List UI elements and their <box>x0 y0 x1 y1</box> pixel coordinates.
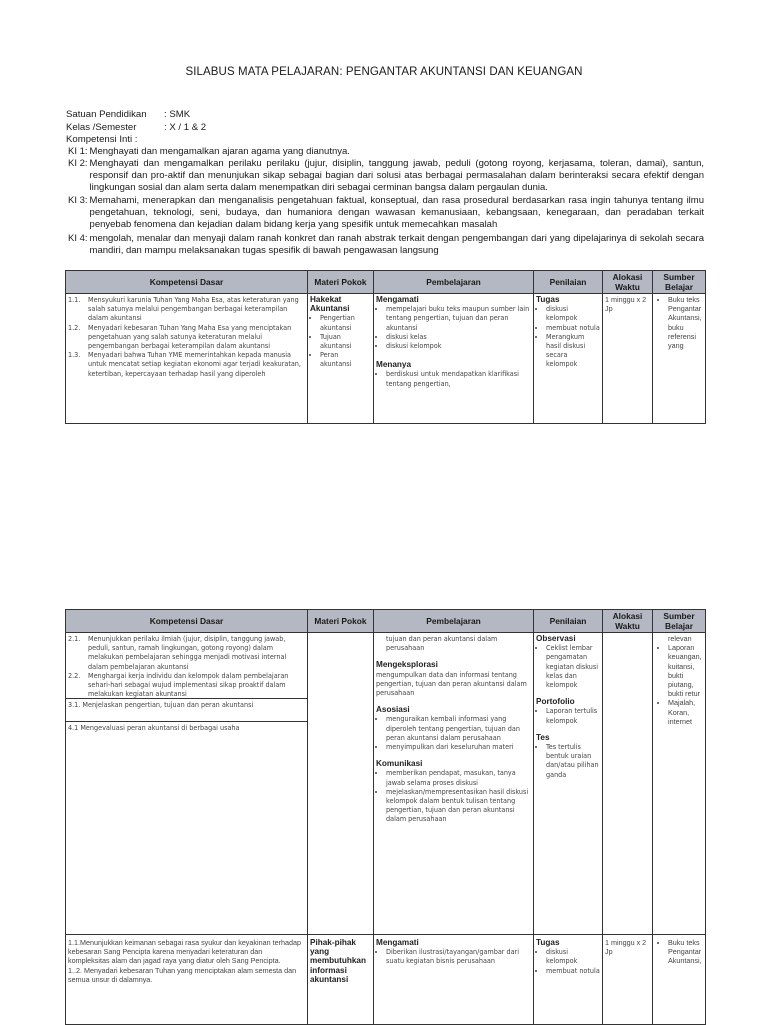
kd-number: 1.3. <box>68 350 81 360</box>
list-item: • mempelajari buku teks maupun sumber lain tentang pengertian, tujuan dan peran akuntansi <box>386 304 531 332</box>
header-pembelajaran: Pembelajaran <box>374 610 534 633</box>
kelas-value: : X / 1 & 2 <box>164 121 207 133</box>
assessment-list <box>536 947 600 975</box>
header-kompetensi-dasar: Kompetensi Dasar <box>66 271 308 294</box>
assessment-heading: Tugas <box>536 295 560 304</box>
source-list <box>655 938 703 966</box>
alokasi-cell: 1 minggu x 2 Jp <box>603 935 653 1025</box>
kd-number: 1.1. <box>68 295 81 304</box>
activity-list <box>376 304 531 350</box>
document-meta <box>66 109 706 147</box>
kd-number: 1..2. <box>68 965 82 975</box>
list-item: • mejelaskan/mempresentasikan hasil diskusi kelompok dalam bentuk tulisan tentang pengertian, tujuan dan peran akuntansi dalam perusahaan <box>386 787 531 824</box>
kd-text: Menyadari kebesaran Tuhan yang menciptakan alam semesta dan semua unsur di dalamnya. <box>68 965 297 984</box>
kd-item-3-1: 3.1. Menjelaskan pengertian, tujuan dan peran akuntansi <box>68 700 254 710</box>
header-alokasi-waktu: Alokasi Waktu <box>603 610 653 633</box>
list-item: • diskusi kelompok <box>546 947 600 965</box>
materi-cell <box>308 633 374 935</box>
alokasi-cell <box>603 633 653 935</box>
table-2-header <box>66 610 706 633</box>
header-penilaian: Penilaian <box>534 610 603 633</box>
list-item: • Merangkum hasil diskusi secara kelompok <box>546 332 600 369</box>
list-item: • Laporan keuangan, kuitansi, bukti piutang, bukti retur <box>668 643 703 698</box>
activity-heading: Menanya <box>376 360 412 370</box>
header-sumber-belajar: Sumber Belajar <box>653 271 706 294</box>
list-item: • Tujuan akuntansi <box>320 332 371 350</box>
meta-row-kelas <box>66 122 706 135</box>
ki-3-text: Memahami, menerapkan dan menganalisis pengetahuan faktual, konseptual, dan rasa prosedural berdasarkan rasa ingin tahunya tentang ilmu pengetahuan, teknologi, seni, budaya, dan humaniora dengan wawasan kemanusiaan, kebangsaan, kenegaraan, dan peradaban terkait penyebab fenomena dan kejadian dalam bidang kerja yang spesifik untuk memecahkan masalah <box>89 195 704 231</box>
list-item: • Buku teks Pengantar Akuntansi, buku referensi yang <box>668 295 703 350</box>
sumber-cell <box>653 935 706 1025</box>
activity-list <box>376 714 531 751</box>
kd-cell <box>66 294 308 424</box>
list-item: • membuat notula <box>546 966 600 975</box>
activity-list <box>376 947 531 965</box>
kd-text: Menyadari kebesaran Tuhan Yang Maha Esa yang menciptakan pengetahuan yang salah satunya keteraturan melalui pengembangan berbagai keterampilan dalam akuntansi <box>88 322 292 351</box>
table-row <box>66 935 706 1025</box>
assessment-list <box>536 304 600 368</box>
activity-heading: Mengamati <box>376 938 419 947</box>
meta-row-kompetensi <box>66 134 706 147</box>
pembelajaran-cell <box>374 294 534 424</box>
assessment-list <box>536 643 600 689</box>
table-row <box>66 633 706 935</box>
materi-cell <box>308 294 374 424</box>
materi-cell <box>308 935 374 1025</box>
list-item: • berdiskusi untuk mendapatkan klarifikasi tentang pengertian, <box>386 369 531 387</box>
ki-3 <box>68 195 704 232</box>
list-item: • diskusi kelompok <box>386 341 531 350</box>
list-item: • menyimpulkan dari keseluruhan materi <box>386 742 531 751</box>
list-item: • memberikan pendapat, masukan, tanya jawab selama proses diskusi <box>386 768 531 786</box>
list-item: • Pengertian akuntansi <box>320 313 371 331</box>
ki-4 <box>68 233 704 257</box>
syllabus-table-2 <box>65 609 706 1025</box>
list-item: • Peran akuntansi <box>320 350 371 368</box>
assessment-heading: Observasi <box>536 634 576 643</box>
satuan-value: : SMK <box>164 109 191 120</box>
activity-heading: Asosiasi <box>376 705 410 715</box>
sumber-cell <box>653 294 706 424</box>
list-item: • Buku teks Pengantar Akuntansi, <box>668 938 703 966</box>
sumber-cell <box>653 633 706 935</box>
assessment-heading: Tugas <box>536 938 560 947</box>
kd-item <box>68 671 305 699</box>
materi-title: Pihak-pihak yang membutuhkan informasi akuntansi <box>310 938 366 984</box>
activity-list <box>376 369 531 387</box>
source-continuation: relevan <box>668 634 692 643</box>
header-kompetensi-dasar: Kompetensi Dasar <box>66 610 308 633</box>
header-alokasi-waktu: Alokasi Waktu <box>603 271 653 294</box>
meta-row-satuan <box>66 109 706 122</box>
assessment-list <box>536 742 600 779</box>
kd-cell <box>66 633 308 935</box>
kd-number: 2.1. <box>68 634 81 643</box>
assessment-list <box>536 706 600 724</box>
ki-2-code: KI 2: <box>68 158 88 169</box>
list-item: • diskusi kelompok <box>546 304 600 322</box>
ki-2-text: Menghayati dan mengamalkan perilaku perilaku (jujur, disiplin, tanggung jawab, peduli (gotong royong, kerjasama, toleran, damai), santun, responsif dan pro-aktif dan menunjukan sikap sebagai bagian dari solusi atas berbagai permasalahan dalam berinteraksi secara efektif dengan lingkungan sosial dan alam serta dalam menempatkan diri sebagai cerminan bangsa dalam pergaulan dunia. <box>89 158 704 194</box>
pembelajaran-cell <box>374 633 534 935</box>
source-list <box>655 295 703 350</box>
page-title: SILABUS MATA PELAJARAN: PENGANTAR AKUNTANSI DAN KEUANGAN <box>185 66 583 78</box>
ki-1 <box>68 146 704 158</box>
alokasi-cell: 1 minggu x 2 Jp <box>603 294 653 424</box>
table-row <box>66 294 706 424</box>
ki-4-code: KI 4: <box>68 233 88 244</box>
ki-1-text: Menghayati dan mengamalkan ajaran agama yang dianutnya. <box>89 146 350 157</box>
ki-3-code: KI 3: <box>68 195 88 206</box>
materi-title: Hakekat Akuntansi <box>310 295 350 314</box>
penilaian-cell <box>534 935 603 1025</box>
activity-list <box>376 768 531 823</box>
activity-text: mengumpulkan data dan informasi tentang pengertian, tujuan dan peran akuntansi dalam perusahaan <box>376 669 527 698</box>
header-materi-pokok: Materi Pokok <box>308 610 374 633</box>
kd-item <box>68 938 305 966</box>
kd-number: 1.2. <box>68 322 81 332</box>
list-item: • membuat notula <box>546 323 600 332</box>
kd-item <box>68 634 305 671</box>
kd-number: 2.2. <box>68 670 81 680</box>
activity-heading: Mengeksplorasi <box>376 660 438 670</box>
ki-2 <box>68 158 704 195</box>
ki-1-code: KI 1: <box>68 146 88 157</box>
kd-item <box>68 295 305 323</box>
list-item: • diskusi kelas <box>386 332 531 341</box>
activity-continuation: tujuan dan peran akuntansi dalam perusahaan <box>386 634 498 653</box>
assessment-heading: Tes <box>536 732 550 742</box>
header-sumber-belajar: Sumber Belajar <box>653 610 706 633</box>
list-item: • Ceklist lembar pengamatan kegiatan diskusi kelas dan kelompok <box>546 643 600 689</box>
activity-heading: Mengamati <box>376 295 419 304</box>
kd-item <box>68 350 305 378</box>
kompetensi-label: Kompetensi Inti : <box>66 134 138 145</box>
list-item: • Majalah, Koran, internet <box>668 698 703 726</box>
header-materi-pokok: Materi Pokok <box>308 271 374 294</box>
penilaian-cell <box>534 633 603 935</box>
kd-text: Menghargai kerja individu dan kelompok dalam pembelajaran sehari-hari sebagai wujud implementasi sikap proaktif dalam melakukan kegiatan akuntansi <box>88 670 289 699</box>
list-item: • menguraikan kembali informasi yang diperoleh tentang pengertian, tujuan dan peran akuntansi dalam perusahaan <box>386 714 531 742</box>
list-item: • Diberikan ilustrasi/tayangan/gambar dari suatu kegiatan bisnis perusahaan <box>386 947 531 965</box>
activity-heading: Komunikasi <box>376 759 423 769</box>
header-penilaian: Penilaian <box>534 271 603 294</box>
list-item: • Tes tertulis bentuk uraian dan/atau pilihan ganda <box>546 742 600 779</box>
syllabus-table-1 <box>65 270 706 424</box>
kd-text: Menyadari bahwa Tuhan YME memerintahkan kepada manusia untuk mencatat setiap kegiatan ekonomi agar terjadi keakuratan, ketertiban, kepercayaan terhadap hasil yang diperoleh <box>88 350 301 378</box>
kd-number: 1.1. <box>68 938 80 947</box>
kd-text: Menunjukkan perilaku ilmiah (jujur, disiplin, tanggung jawab, peduli, santun, ramah lingkungan, gotong royong) dalam melakukan pembelajaran sehingga menjadi motivasi internal dalam pembelajaran akuntansi <box>88 634 287 671</box>
ki-4-text: mengolah, menalar dan menyaji dalam ranah konkret dan ranah abstrak terkait dengan pengembangan dari yang dipelajarinya di sekolah secara mandiri, dan mampu melaksanakan tugas spesifik di bawah pengawasan langsung <box>89 233 704 257</box>
kd-text: Mensyukuri karunia Tuhan Yang Maha Esa, atas keteraturan yang salah satunya melalui pengembangan berbagai keterampilan dalam akuntansi <box>88 295 299 323</box>
source-list <box>655 643 703 726</box>
table-1-header <box>66 271 706 294</box>
list-item: • Laporan tertulis kelompok <box>546 706 600 724</box>
pembelajaran-cell <box>374 935 534 1025</box>
kd-item-4-1: 4.1 Mengevaluasi peran akuntansi di berbagai usaha <box>68 722 240 732</box>
kd-item <box>68 323 305 351</box>
kd-item <box>68 966 305 984</box>
assessment-heading: Portofolio <box>536 697 575 707</box>
penilaian-cell <box>534 294 603 424</box>
materi-list <box>310 313 371 368</box>
kd-text: Menunjukkan keimanan sebagai rasa syukur dan keyakinan terhadap kebesaran Sang Pencipta karena menyadari keteraturan dan kompleksitas alam dan jagad raya yang diatur oleh Sang Pencipta. <box>68 938 301 966</box>
satuan-label: Satuan Pendidikan <box>66 109 147 120</box>
kelas-label: Kelas /Semester <box>66 121 137 133</box>
header-pembelajaran: Pembelajaran <box>374 271 534 294</box>
kd-cell <box>66 935 308 1025</box>
